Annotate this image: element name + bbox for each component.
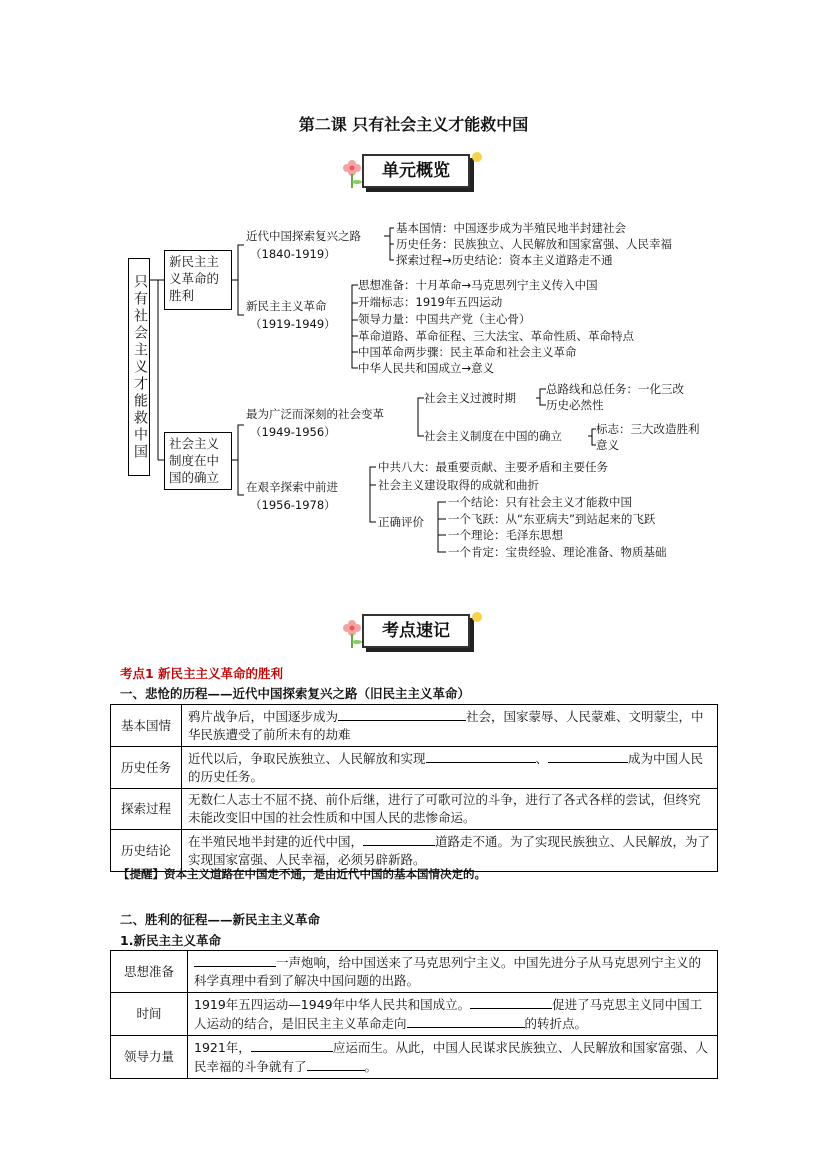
mindmap-root: 只有社会主义才能救中国: [128, 258, 150, 476]
table-row: [111, 747, 718, 789]
section-1-title: 一、悲怆的历程——近代中国探索复兴之路（旧民主主义革命）: [120, 686, 471, 701]
node-b1b-item: 中华人民共和国成立→意义: [358, 361, 495, 375]
node-b2b-years: （1956-1978）: [250, 498, 336, 512]
node-b2b-eval-item: 一个飞跃：从“东亚病夫”到站起来的飞跃: [448, 512, 656, 526]
page-title: 第二课 只有社会主义才能救中国: [298, 115, 529, 134]
mindmap-branch-2: 社会主义制度在中国的确立: [164, 432, 232, 490]
banner-overview-label: 单元概览: [362, 154, 470, 188]
node-b2a: 最为广泛而深刻的社会变革: [246, 407, 384, 421]
node-b1a-item: 探索过程→历史结论：资本主义道路走不通: [396, 253, 613, 267]
row-value: 鸦片战争后，中国逐步成为 社会，国家蒙辱、人民蒙难、文明蒙尘，中华民族遭受了前所未有的劫难: [182, 705, 718, 747]
node-b2a-s1-item: 历史必然性: [546, 398, 604, 412]
row-key: 时间: [111, 993, 188, 1036]
row-key: 历史结论: [111, 830, 182, 872]
node-b2a-s1-item: 总路线和总任务：一化三改: [546, 382, 684, 396]
node-b1b-item: 革命道路、革命征程、三大法宝、革命性质、革命特点: [358, 329, 634, 343]
row-key: 思想准备: [111, 951, 188, 993]
table-row: [111, 951, 718, 993]
node-b1b-years: （1919-1949）: [250, 317, 336, 331]
node-b2b: 在艰辛探索中前进: [246, 480, 338, 494]
row-key: 基本国情: [111, 705, 182, 747]
table-row: [111, 993, 718, 1036]
node-b2a-s2-item: 标志：三大改造胜利: [596, 422, 700, 436]
row-value: 1919年五四运动—1949年中华人民共和国成立。 促进了马克思主义同中国工人运动的结合，是旧民主主义革命走向 的转折点。: [188, 993, 718, 1036]
row-key: 历史任务: [111, 747, 182, 789]
node-b1a-item: 基本国情：中国逐步成为半殖民地半封建社会: [396, 221, 626, 235]
node-b2a-s2-item: 意义: [596, 438, 619, 452]
node-b1b-item: 思想准备：十月革命→马克思列宁主义传入中国: [358, 278, 598, 292]
row-value: 1921年， 应运而生。从此，中国人民谋求民族独立、人民解放和国家富强、人民幸福的斗争就有了 。: [188, 1036, 718, 1079]
row-value: 无数仁人志士不屈不挠、前仆后继，进行了可歌可泣的斗争，进行了各式各样的尝试，但终究未能改变旧中国的社会性质和中国人民的悲惨命运。: [182, 789, 718, 830]
kaodian-heading: 考点1 新民主主义革命的胜利: [120, 666, 284, 681]
node-b2b-item: 社会主义建设取得的成就和曲折: [378, 478, 539, 492]
banner-keypoints-label: 考点速记: [362, 614, 470, 648]
node-b1b-item: 领导力量：中国共产党（主心骨）: [358, 312, 531, 326]
node-b1b-item: 中国革命两步骤：民主革命和社会主义革命: [358, 345, 577, 359]
node-b2b-eval-item: 一个结论：只有社会主义才能救中国: [448, 495, 632, 509]
node-b1a-years: （1840-1919）: [250, 247, 336, 261]
node-b1b: 新民主主义革命: [246, 299, 327, 313]
table-row: [111, 789, 718, 830]
section-2-title: 二、胜利的征程——新民主主义革命: [120, 912, 321, 927]
node-b2b-eval: 正确评价: [378, 515, 424, 529]
row-key: 领导力量: [111, 1036, 188, 1079]
node-b2b-eval-item: 一个肯定：宝贵经验、理论准备、物质基础: [448, 545, 667, 559]
node-b2a-years: （1949-1956）: [250, 425, 336, 439]
node-b1a: 近代中国探索复兴之路: [246, 229, 361, 243]
node-b2b-eval-item: 一个理论：毛泽东思想: [448, 528, 563, 542]
row-key: 探索过程: [111, 789, 182, 830]
table-revolution: [110, 950, 718, 1079]
sun-icon: [470, 610, 484, 624]
node-b1b-item: 开端标志：1919年五四运动: [358, 295, 503, 309]
table-row: [111, 1036, 718, 1079]
node-b2b-item: 中共八大：最重要贡献、主要矛盾和主要任务: [378, 460, 608, 474]
banner-keypoints: [340, 610, 480, 650]
row-value: 近代以后，争取民族独立、人民解放和实现 、 成为中国人民的历史任务。: [182, 747, 718, 789]
tip-note: 【提醒】资本主义道路在中国走不通，是由近代中国的基本国情决定的。: [118, 867, 486, 881]
node-b2a-s2: 社会主义制度在中国的确立: [424, 429, 562, 443]
mindmap-branch-1: 新民主主义革命的胜利: [164, 250, 232, 310]
section-2-subtitle: 1.新民主主义革命: [120, 933, 221, 948]
row-value: 在半殖民地半封建的近代中国， 道路走不通。为了实现民族独立、人民解放，为了实现国家富强、人民幸福，必须另辟新路。: [182, 830, 718, 872]
node-b1a-item: 历史任务：民族独立、人民解放和国家富强、人民幸福: [396, 237, 672, 251]
row-value: 一声炮响，给中国送来了马克思列宁主义。中国先进分子从马克思列宁主义的科学真理中看到了解决中国问题的出路。: [188, 951, 718, 993]
table-history: [110, 704, 718, 872]
node-b2a-s1: 社会主义过渡时期: [424, 391, 516, 405]
table-row: [111, 705, 718, 747]
